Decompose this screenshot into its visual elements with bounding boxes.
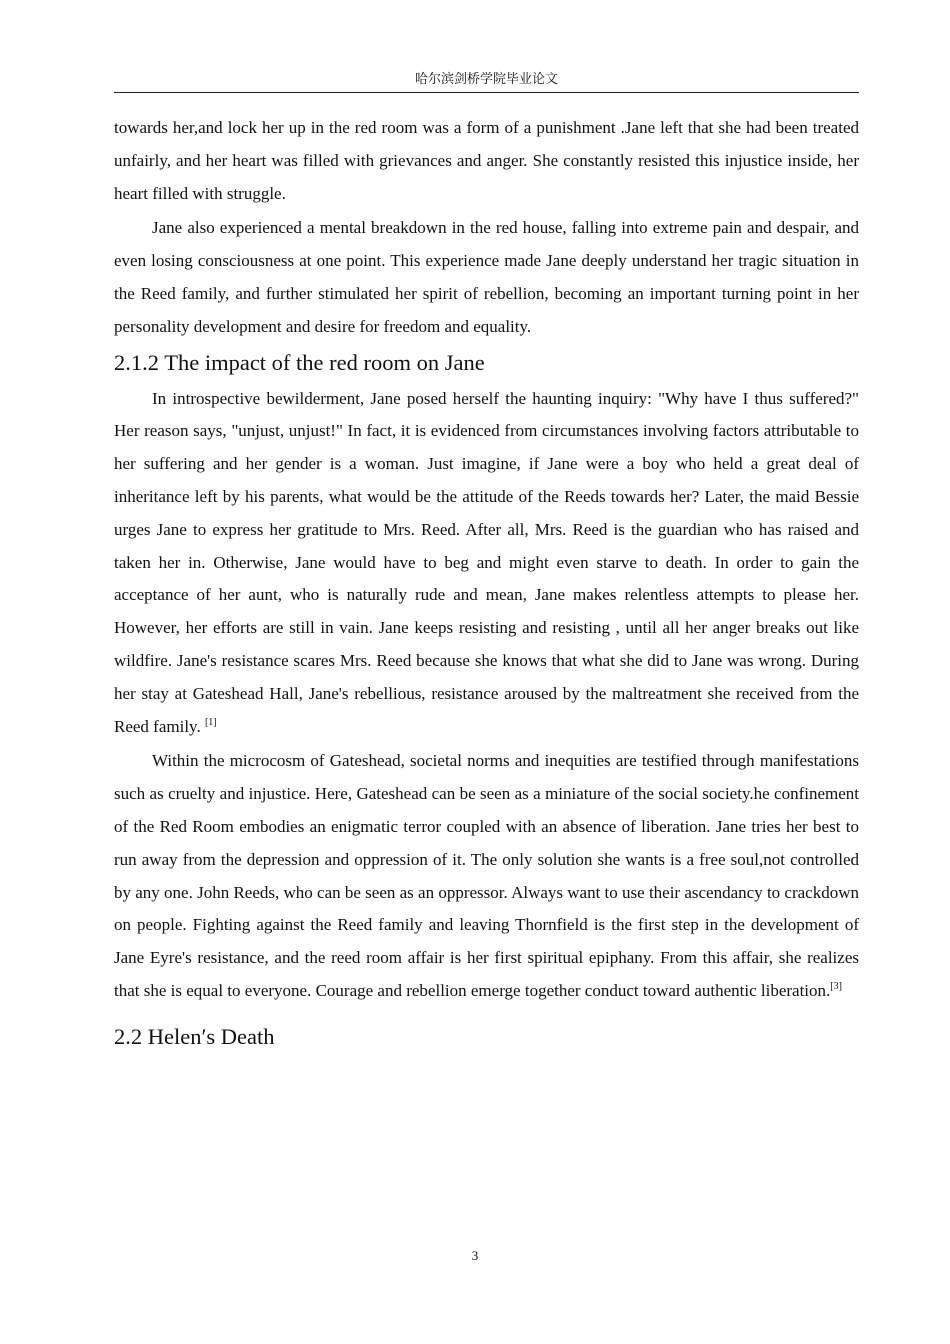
- page-number: 3: [471, 1248, 479, 1263]
- section-heading-2-1-2: 2.1.2 The impact of the red room on Jane: [114, 349, 485, 375]
- citation-ref: [3]: [830, 980, 842, 992]
- paragraph-introspective: [114, 383, 859, 744]
- section-heading-2-2: 2.2 Helen′s Death: [114, 1023, 275, 1049]
- paragraph-text: Within the microcosm of Gateshead, societal norms and inequities are testified through manifestations such as cruelty and injustice. Here, Gateshead can be seen as a miniature of the social society.he confinement of the Red Room embodies an enigmatic terror coupled with an absence of liberation. Jane tries her best to run away from the depression and oppression of it. The only solution she wants is a free soul,not controlled by any one. John Reeds, who can be seen as an oppressor. Always want to use their ascendancy to crackdown on people. Fighting against the Reed family and leaving Thornfield is the first step in the development of Jane Eyre's resistance, and the reed room affair is her first spiritual epiphany. From this affair, she realizes that she is equal to everyone. Courage and rebellion emerge together conduct toward authentic liberation.: [114, 751, 859, 1000]
- page-header: 哈尔滨剑桥学院毕业论文: [114, 70, 859, 93]
- page-body: [114, 112, 859, 1057]
- paragraph-continued: towards her,and lock her up in the red room was a form of a punishment .Jane left that she had been treated unfairly, and her heart was filled with grievances and anger. She constantly resisted this injustice inside, her heart filled with struggle.: [114, 118, 859, 203]
- paragraph-microcosm: [114, 745, 859, 1007]
- paragraph-mental-breakdown: Jane also experienced a mental breakdown in the red house, falling into extreme pain and despair, and even losing consciousness at one point. This experience made Jane deeply understand her tragic situation in the Reed family, and further stimulated her spirit of rebellion, becoming an important turning point in her personality development and desire for freedom and equality.: [114, 218, 859, 336]
- citation-ref: [1]: [204, 716, 217, 728]
- paragraph-text: In introspective bewilderment, Jane posed herself the haunting inquiry: "Why have I thus suffered?" Her reason says, "unjust, unjust!" In fact, it is evidenced from circumstances involving factors attributable to her suffering and her gender is a woman. Just imagine, if Jane were a boy who held a great deal of inheritance left by his parents, what would be the attitude of the Reeds towards her? Later, the maid Bessie urges Jane to express her gratitude to Mrs. Reed. After all, Mrs. Reed is the guardian who has raised and taken her in. Otherwise, Jane would have to beg and might even starve to death. In order to gain the acceptance of her aunt, who is naturally rude and mean, Jane makes relentless attempts to please her. However, her efforts are still in vain. Jane keeps resisting and resisting , until all her anger breaks out like wildfire. Jane's resistance scares Mrs. Reed because she knows that what she did to Jane was wrong. During her stay at Gateshead Hall, Jane's rebellious, resistance aroused by the maltreatment she received from the Reed family.: [114, 388, 859, 736]
